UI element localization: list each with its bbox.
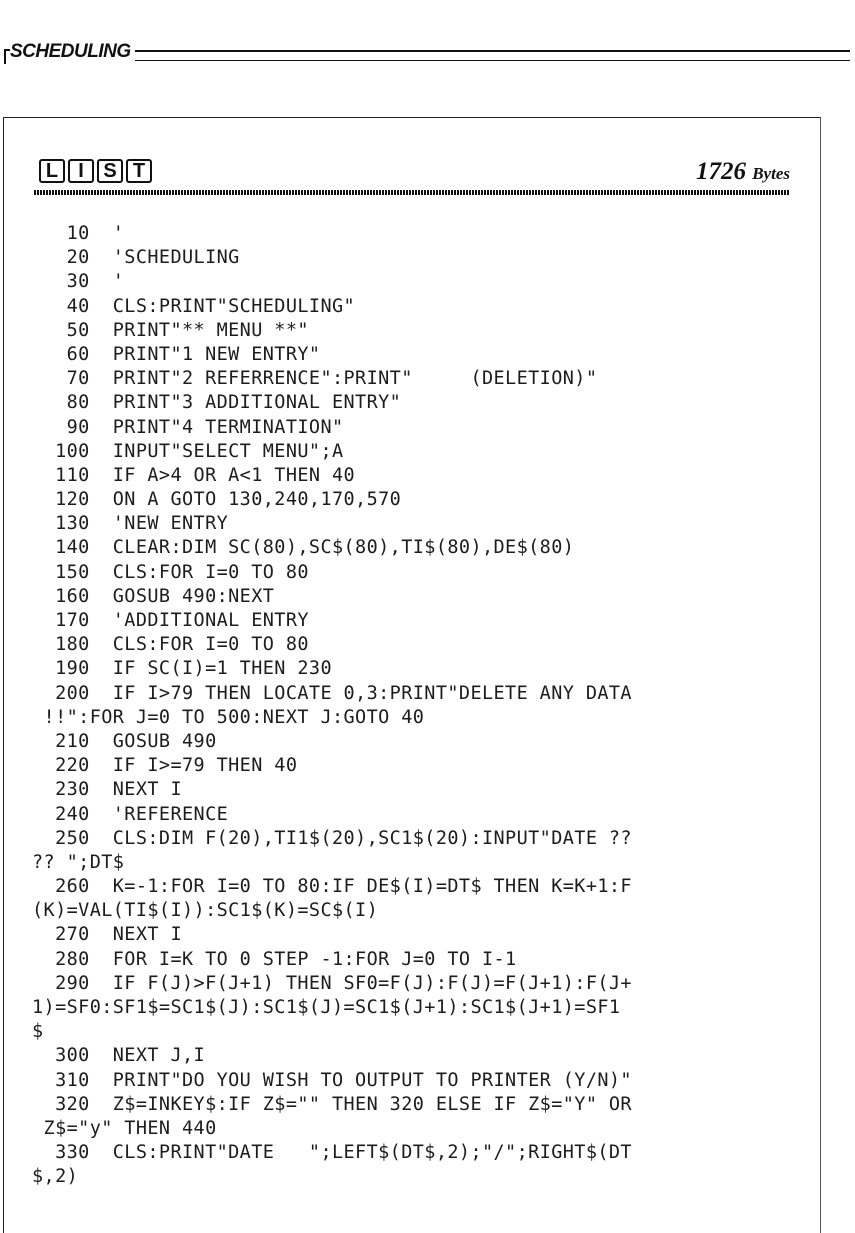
code-line: 70 PRINT"2 REFERRENCE":PRINT" (DELETION)" <box>32 368 598 390</box>
code-line: $,2) <box>32 1166 79 1188</box>
code-line: Z$="y" THEN 440 <box>32 1117 217 1139</box>
code-line: 200 IF I>79 THEN LOCATE 0,3:PRINT"DELETE ANY DATA <box>32 682 632 704</box>
code-line: 220 IF I>=79 THEN 40 <box>32 755 298 777</box>
code-line: 270 NEXT I <box>32 924 182 946</box>
code-line: 280 FOR I=K TO 0 STEP -1:FOR J=0 TO I-1 <box>32 948 517 970</box>
code-line: 130 'NEW ENTRY <box>32 513 229 535</box>
code-line: 240 'REFERENCE <box>32 803 229 825</box>
code-line: 290 IF F(J)>F(J+1) THEN SF0=F(J):F(J)=F(J+1):F(J+ <box>32 972 632 994</box>
code-line: (K)=VAL(TI$(I)):SC1$(K)=SC$(I) <box>32 900 379 922</box>
bytes-unit: Bytes <box>752 164 790 183</box>
code-line: ?? ";DT$ <box>32 851 125 873</box>
page-header <box>4 36 850 70</box>
code-line: 1)=SF0:SF1$=SC1$(J):SC1$(J)=SC1$(J+1):SC1$(J+1)=SF1 <box>32 997 621 1018</box>
code-line: 50 PRINT"** MENU **" <box>32 319 309 341</box>
code-line: 20 'SCHEDULING <box>32 247 240 269</box>
perforated-rule <box>34 190 790 195</box>
code-line: 320 Z$=INKEY$:IF Z$="" THEN 320 ELSE IF Z$="Y" OR <box>32 1093 632 1115</box>
list-logo-letter: L <box>39 159 65 183</box>
code-line: 310 PRINT"DO YOU WISH TO OUTPUT TO PRINTER (Y/N)" <box>32 1069 632 1091</box>
code-line: 110 IF A>4 OR A<1 THEN 40 <box>32 464 356 486</box>
code-line: 300 NEXT J,I <box>32 1045 206 1067</box>
code-line: 60 PRINT"1 NEW ENTRY" <box>32 343 321 365</box>
code-line: 90 PRINT"4 TERMINATION" <box>32 416 344 438</box>
bytes-number: 1726 <box>695 158 746 185</box>
code-line: !!":FOR J=0 TO 500:NEXT J:GOTO 40 <box>32 706 425 728</box>
header-rule-thick <box>10 50 850 52</box>
header-rule-thin <box>10 60 850 61</box>
code-line: 180 CLS:FOR I=0 TO 80 <box>32 634 309 656</box>
list-logo-letter: S <box>97 159 123 183</box>
code-line: 330 CLS:PRINT"DATE ";LEFT$(DT$,2);"/";RIGHT$(DT <box>32 1142 632 1164</box>
bytes-label <box>696 158 790 186</box>
code-line: $ <box>32 1021 44 1043</box>
code-line: 160 GOSUB 490:NEXT <box>32 585 275 607</box>
code-line: 140 CLEAR:DIM SC(80),SC$(80),TI$(80),DE$(80) <box>32 537 575 559</box>
code-line: 210 GOSUB 490 <box>32 730 217 752</box>
code-line: 30 ' <box>32 271 125 293</box>
listing-box <box>3 117 821 1233</box>
list-logo <box>39 159 152 183</box>
code-line: 170 'ADDITIONAL ENTRY <box>32 610 309 631</box>
code-line: 230 NEXT I <box>32 779 182 801</box>
list-logo-letter: T <box>126 159 152 183</box>
code-line: 150 CLS:FOR I=0 TO 80 <box>32 561 309 583</box>
code-line: 120 ON A GOTO 130,240,170,570 <box>32 489 402 511</box>
code-line: 100 INPUT"SELECT MENU";A <box>32 440 344 462</box>
code-line: 80 PRINT"3 ADDITIONAL ENTRY" <box>32 392 402 414</box>
code-line: 250 CLS:DIM F(20),TI1$(20),SC1$(20):INPUT"DATE ?? <box>32 827 632 849</box>
code-line: 260 K=-1:FOR I=0 TO 80:IF DE$(I)=DT$ THEN K=K+1:F <box>32 876 632 898</box>
code-line: 190 IF SC(I)=1 THEN 230 <box>32 658 332 680</box>
page-header-title: SCHEDULING <box>10 41 135 63</box>
code-line: 40 CLS:PRINT"SCHEDULING" <box>32 295 356 317</box>
list-logo-letter: I <box>68 159 94 183</box>
code-line: 10 ' <box>32 223 125 244</box>
code-listing <box>32 222 802 1190</box>
